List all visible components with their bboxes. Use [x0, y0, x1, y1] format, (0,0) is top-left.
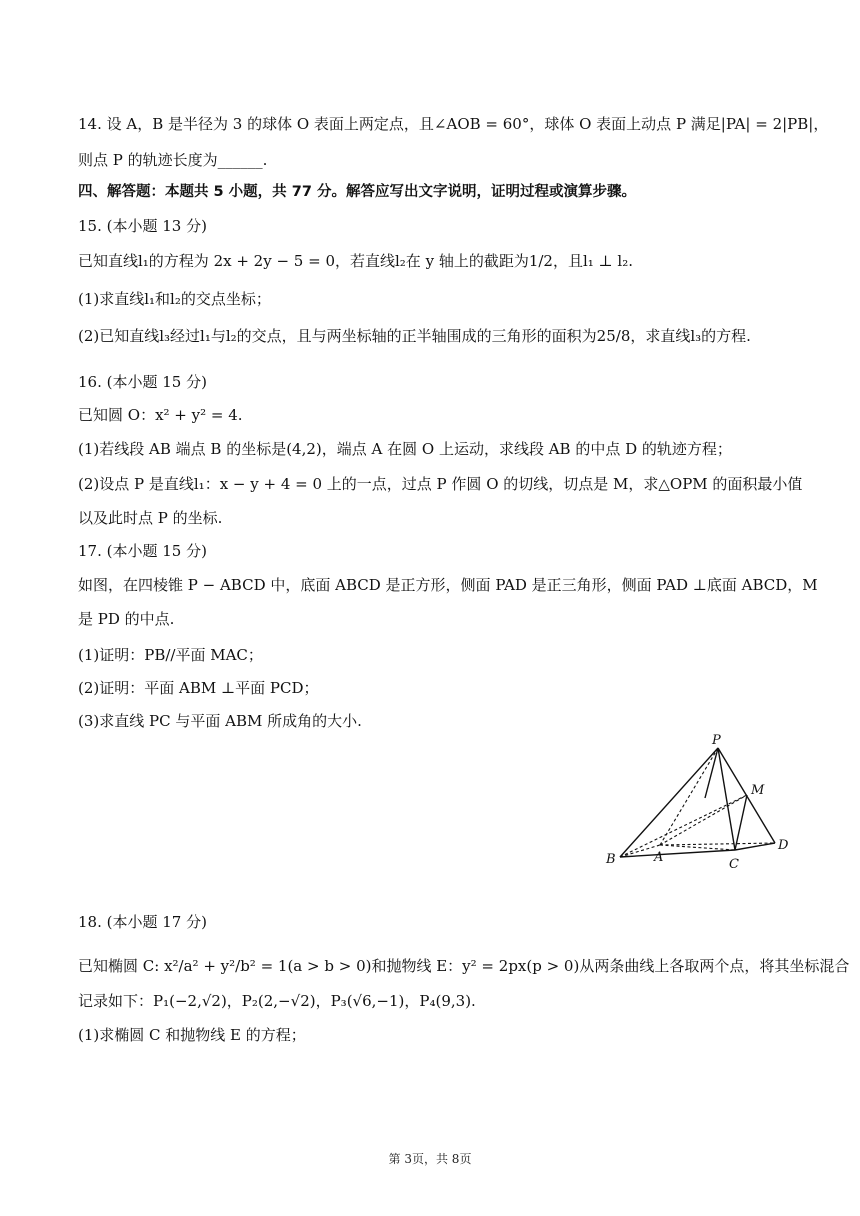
text-line: 记录如下：P₁(−2,√2)，P₂(2,−√2)，P₃(√6,−1)，P₄(9,3). — [78, 992, 476, 1010]
edge-AC — [660, 845, 735, 850]
text-line: 已知圆 O：x² + y² = 4. — [78, 406, 243, 424]
label-P: P — [712, 733, 721, 748]
edge-CD — [735, 843, 775, 850]
text-line: (1)若线段 AB 端点 B 的坐标是(4,2)，端点 A 在圆 O 上运动，求线段 AB 的中点 D 的轨迹方程； — [78, 440, 732, 458]
text-line: 18. (本小题 17 分) — [78, 913, 207, 931]
text-line: 16. (本小题 15 分) — [78, 373, 207, 391]
text-line: 14. 设 A，B 是半径为 3 的球体 O 表面上两定点，且∠AOB = 60°，球体 O 表面上动点 P 满足|PA| = 2|PB|， — [78, 115, 829, 133]
text-line: 已知直线l₁的方程为 2x + 2y − 5 = 0，若直线l₂在 y 轴上的截距为1/2，且l₁ ⊥ l₂. — [78, 252, 633, 270]
text-line: 以及此时点 P 的坐标. — [78, 509, 223, 527]
text-line: (1)证明：PB//平面 MAC； — [78, 646, 263, 664]
edge-PB — [620, 748, 718, 857]
label-D: D — [778, 838, 789, 853]
page-footer: 第 3页，共 8页 — [388, 1152, 472, 1166]
text-line: (1)求直线l₁和l₂的交点坐标； — [78, 290, 271, 308]
label-C: C — [729, 857, 739, 872]
edge-AD — [660, 843, 775, 845]
text-line: (2)已知直线l₃经过l₁与l₂的交点，且与两坐标轴的正半轴围成的三角形的面积为25/8，求直线l₃的方程. — [78, 327, 751, 345]
edge-PA — [660, 748, 718, 845]
text-line: (2)证明：平面 ABM ⊥平面 PCD； — [78, 679, 319, 697]
text-line: 则点 P 的轨迹长度为______. — [78, 151, 268, 169]
label-B: B — [606, 852, 616, 867]
edge-BC — [620, 850, 735, 857]
edge-MC — [735, 795, 747, 850]
label-A: A — [654, 850, 664, 865]
text-line: 已知椭圆 C: x²/a² + y²/b² = 1(a > b > 0)和抛物线 E：y² = 2px(p > 0)从两条曲线上各取两个点，将其坐标混合 — [78, 957, 850, 975]
text-line: (1)求椭圆 C 和抛物线 E 的方程； — [78, 1026, 306, 1044]
label-M: M — [751, 783, 765, 798]
text-line: 如图，在四棱锥 P − ABCD 中，底面 ABCD 是正方形，侧面 PAD 是正三角形，侧面 PAD ⊥底面 ABCD，M — [78, 576, 818, 594]
text-line: (2)设点 P 是直线l₁：x − y + 4 = 0 上的一点，过点 P 作圆 O 的切线，切点是 M，求△OPM 的面积最小值 — [78, 475, 803, 493]
text-line: 是 PD 的中点. — [78, 610, 175, 628]
text-line: (3)求直线 PC 与平面 ABM 所成角的大小. — [78, 712, 362, 730]
edge-AM — [660, 795, 747, 845]
pyramid-figure — [600, 728, 800, 878]
text-line: 17. (本小题 15 分) — [78, 542, 207, 560]
text-line: 四、解答题：本题共 5 小题，共 77 分。解答应写出文字说明，证明过程或演算步骤。 — [78, 184, 636, 200]
text-line: 15. (本小题 13 分) — [78, 217, 207, 235]
